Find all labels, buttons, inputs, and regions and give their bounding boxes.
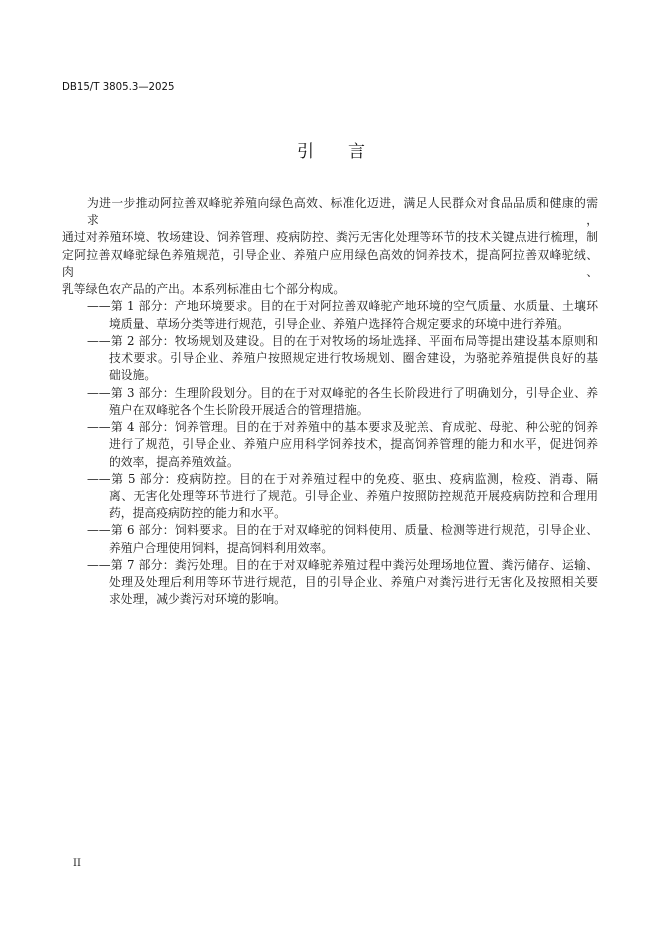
text-line: 养殖户合理使用饲料，提高饲料利用效率。	[109, 540, 334, 555]
text-line: 定阿拉善双峰驼绿色养殖规范，引导企业、养殖户应用绿色高效的饲养技术，提高阿拉善双峰驼绒、肉、	[62, 247, 598, 279]
text-line: 进行了规范，引导企业、养殖户应用科学饲养技术，提高饲养管理的能力和水平，促进饲养	[109, 437, 598, 452]
text-line: 的效率，提高养殖效益。	[109, 454, 239, 469]
section-title: 引 言	[297, 142, 365, 162]
part-3-item	[62, 385, 598, 419]
part-1-item	[62, 298, 598, 332]
text-line: 离、无害化处理等环节进行了规范。引导企业、养殖户按照防控规范开展疫病防控和合理用	[109, 488, 598, 503]
part-7-item	[62, 557, 598, 609]
part-2-item	[62, 333, 598, 385]
text-line: 求处理，减少粪污对环境的影响。	[109, 592, 286, 607]
page-number: II	[73, 858, 81, 869]
text-line: 础设施。	[109, 368, 157, 383]
text-line: 处理及处理后利用等环节进行规范，目的引导企业、养殖户对粪污进行无害化及按照相关要	[109, 575, 598, 590]
text-line: ——第 6 部分：饲料要求。目的在于对双峰驼的饲料使用、质量、检测等进行规范，引导企业、	[87, 523, 598, 538]
part-5-item	[62, 471, 598, 523]
text-line: ——第 7 部分：粪污处理。目的在于对双峰驼养殖过程中粪污处理场地位置、粪污储存、运输、	[87, 557, 598, 572]
text-line: ——第 3 部分：生理阶段划分。目的在于对双峰驼的各生长阶段进行了明确划分，引导企业、养	[87, 385, 598, 400]
document-code: DB15/T 3805.3—2025	[62, 82, 175, 93]
text-line: 为进一步推动阿拉善双峰驼养殖向绿色高效、标准化迈进，满足人民群众对食品品质和健康的需求，	[87, 196, 598, 228]
text-line: 技术要求。引导企业、养殖户按照规定进行牧场规划、圈舍建设，为骆驼养殖提供良好的基	[109, 351, 598, 366]
intro-paragraph	[62, 195, 598, 298]
text-line: ——第 5 部分：疫病防控。目的在于对养殖过程中的免疫、驱虫、疫病监测，检疫、消毒、隔	[87, 471, 598, 486]
part-6-item	[62, 522, 598, 556]
text-line: 通过对养殖环境、牧场建设、饲养管理、疫病防控、粪污无害化处理等环节的技术关键点进行梳理，制	[62, 230, 598, 245]
part-4-item	[62, 419, 598, 471]
text-line: ——第 4 部分：饲养管理。目的在于对养殖中的基本要求及驼羔、育成驼、母驼、种公驼的饲养	[87, 420, 598, 435]
document-body	[62, 195, 598, 609]
text-line: 殖户在双峰驼各个生长阶段开展适合的管理措施。	[109, 402, 369, 417]
text-line: 境质量、草场分类等进行规范，引导企业、养殖户选择符合规定要求的环境中进行养殖。	[109, 316, 570, 331]
text-line: 药，提高疫病防控的能力和水平。	[109, 506, 286, 521]
parts-list	[62, 298, 598, 608]
text-line: 乳等绿色农产品的产出。本系列标准由七个部分构成。	[62, 282, 346, 297]
text-line: ——第 1 部分：产地环境要求。目的在于对阿拉善双峰驼产地环境的空气质量、水质量、土壤环	[87, 299, 598, 314]
text-line: ——第 2 部分：牧场规划及建设。目的在于对牧场的场址选择、平面布局等提出建设基本原则和	[87, 333, 598, 348]
